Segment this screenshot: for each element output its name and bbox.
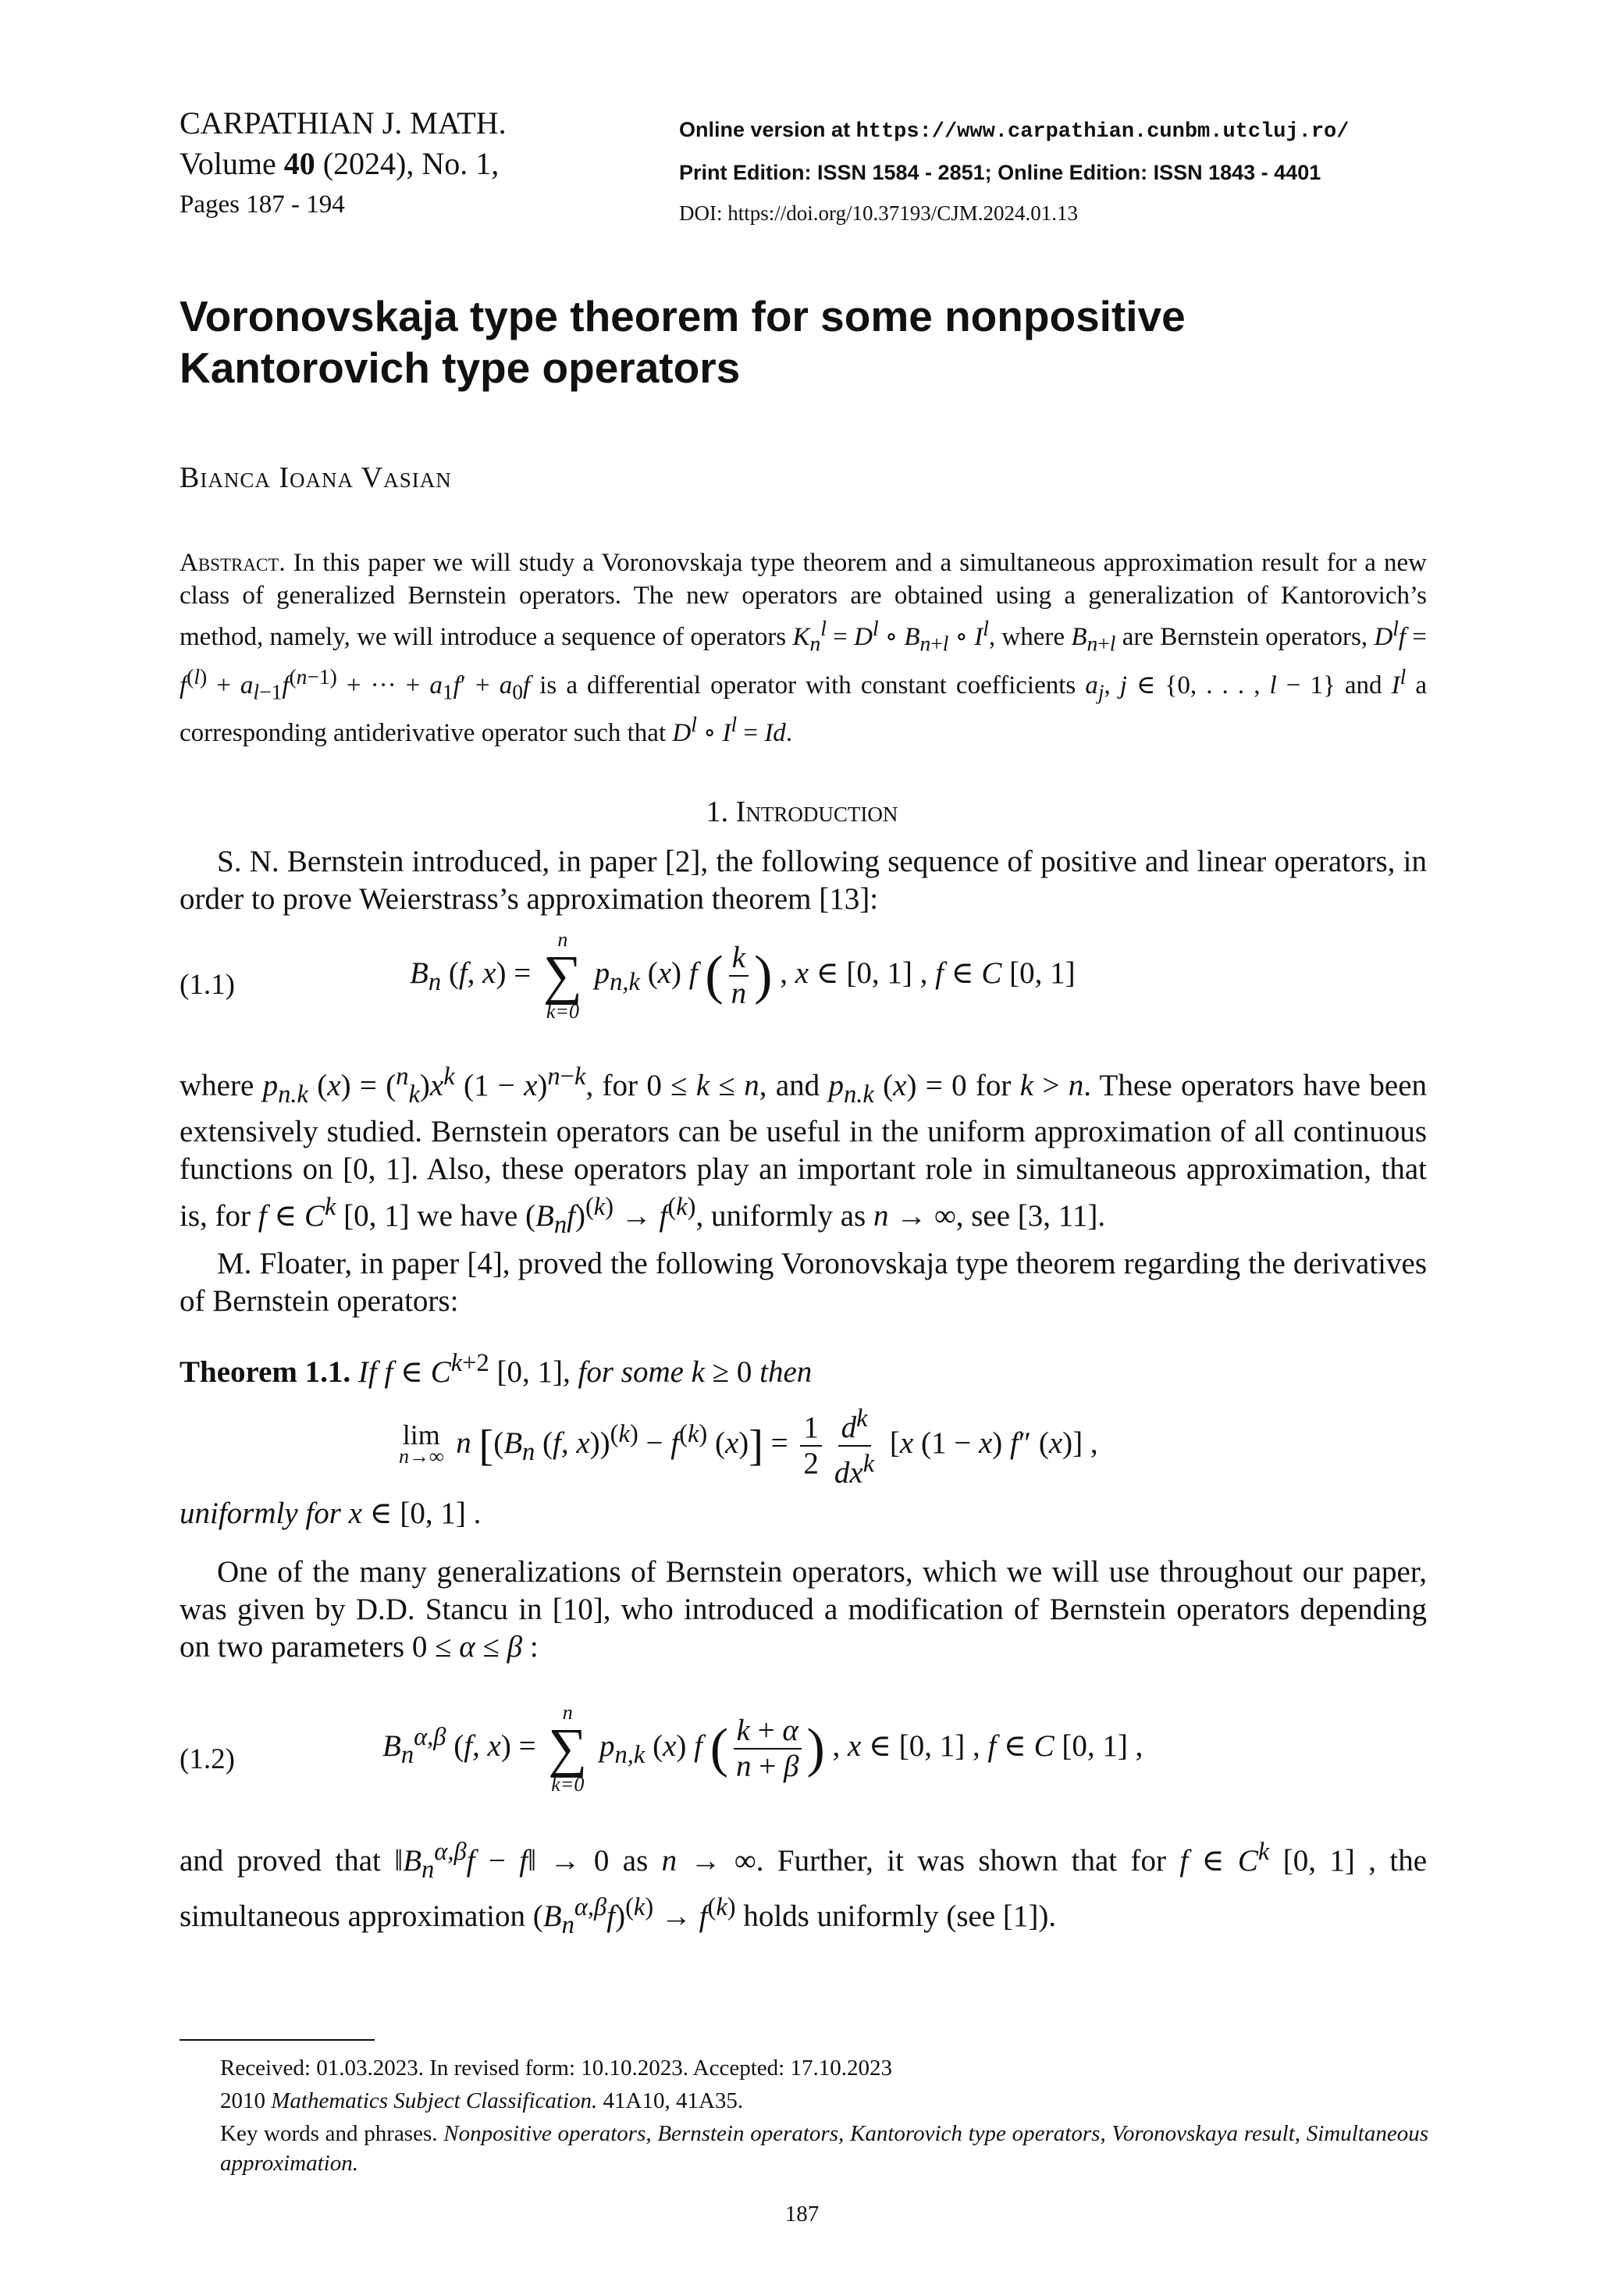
equation-1-1: $B_n$ (f, x) = n ∑ k=0 $p_{n,k}$ (x) f ( $\frac{k}{n}$ ) , x ∈ [0, 1] , f ∈ C [0, 1]	[410, 928, 1076, 1023]
intro-paragraph-3: M. Floater, in paper [4], proved the following Voronovskaja type theorem regarding the derivatives of Bernstein operators:	[180, 1247, 1427, 1318]
issn-line: Print Edition: ISSN 1584 - 2851; Online Edition: ISSN 1843 - 4401	[679, 161, 1321, 184]
volume-number: 40	[283, 146, 315, 181]
msc-classification: 2010 Mathematics Subject Classification. 41A10, 41A35.	[220, 2088, 744, 2113]
theorem-equation: lim n→∞ n [($B_n$ (f, $x))^{(k)} - f^{(k)}$ (x)] = $\frac{1}{2}$ $\frac{d^k}{dx^k}$ [x (1 − x) f″ (x)] ,	[394, 1401, 1098, 1490]
section-heading-introduction: 1. Introduction	[706, 796, 898, 828]
theorem-1-1: Theorem 1.1. If f ∈ $C^{k+2}$ [0, 1], for some k ≥ 0 then	[180, 1349, 813, 1389]
theorem-conclusion: uniformly for x ∈ [0, 1] .	[180, 1497, 482, 1530]
abstract-label: Abstract.	[180, 549, 286, 577]
journal-header	[180, 103, 507, 225]
footnote-separator	[180, 2039, 375, 2041]
volume-line: Volume 40 (2024), No. 1,	[180, 146, 500, 181]
page-range: Pages 187 - 194	[180, 190, 345, 219]
paper-title: Voronovskaja type theorem for some nonpositive Kantorovich type operators	[180, 292, 1186, 392]
abstract: Abstract. In this paper we will study a Voronovskaja type theorem and a simultaneous approximation result for a new class of generalized Bernstein operators. The new operators are obtained using a generalization of Kantorovich’s method, namely, we will introduce a sequence of operators $K_n^l = D^l$ ∘ $B_{n+l}$ ∘ $I^l$, where $B_{n+l}$ are Bernstein operators, $D^lf = f^{(l)} + a_{l-1}f^{(n-1)}$ + ··· + $a_1f' + a_0f$ is a differential operator with constant coefficients $a_j$, j ∈ {0, . . . , l − 1} and $I^l$ a corresponding antiderivative operator such that $D^l$ ∘ $I^l = Id$.	[180, 549, 1428, 748]
intro-paragraph-4: One of the many generalizations of Bernstein operators, which we will use throughout our paper, was given by D.D. Stancu in [10], who introduced a modification of Bernstein operators depending on two parameters 0 ≤ α ≤ β :	[180, 1555, 1427, 1664]
page-number: 187	[784, 2202, 820, 2227]
intro-paragraph-1: S. N. Bernstein introduced, in paper [2], the following sequence of positive and linear operators, in order to prove Weierstrass’s approximation theorem [13]:	[180, 845, 1427, 916]
online-url[interactable]: https://www.carpathian.cunbm.utcluj.ro/	[855, 120, 1350, 144]
keywords: Key words and phrases. Nonpositive operators, Bernstein operators, Kantorovich type operators, Voronovskaya result, Simultaneous approximation.	[220, 2121, 1429, 2176]
author-name: Bianca Ioana Vasian	[180, 461, 452, 494]
doi-line[interactable]: DOI: https://doi.org/10.37193/CJM.2024.01.13	[679, 201, 1079, 225]
edition-info	[679, 109, 1349, 233]
theorem-label: Theorem 1.1.	[180, 1355, 351, 1389]
journal-name: CARPATHIAN J. MATH.	[180, 105, 507, 141]
equation-1-2: $B_n^{\alpha,\beta}$ (f, x) = n ∑ k=0 $p_{n,k}$ (x) f ( $\frac{k + \alpha}{n + \beta}$ ) , x ∈ [0, 1] , f ∈ C [0, 1] ,	[382, 1701, 1143, 1796]
equation-number-1-2: (1.2)	[180, 1743, 235, 1775]
intro-paragraph-5: and proved that $‖B_n^{\alpha,\beta}f$ − f‖ → 0 as n → ∞. Further, it was shown that for f ∈ $C^k$ [0, 1] , the simultaneous approximation $(B_n^{\alpha,\beta}f)^{(k)} \to f^{(k)}$ holds uniformly (see [1]).	[180, 1838, 1428, 1939]
intro-paragraph-2: where $p_{n.k}$ $(x) = (^n_k)x^k$ $(1 - x)^{n-k}$, for 0 ≤ k ≤ n, and $p_{n.k}$ (x) = 0 for k > n. These operators have been extensively studied. Bernstein operators can be useful in the uniform approximation of all continuous functions on [0, 1]. Also, these operators play an important role in simultaneous approximation, that is, for f ∈ $C^k$ [0, 1] we have $(B_nf)^{(k)} \to f^{(k)}$, uniformly as n → ∞, see [3, 11].	[180, 1063, 1428, 1239]
received-dates: Received: 01.03.2023. In revised form: 10.10.2023. Accepted: 17.10.2023	[220, 2056, 892, 2081]
online-version: Online version at https://www.carpathian.cunbm.utcluj.ro/	[679, 118, 1350, 144]
equation-number-1-1: (1.1)	[180, 969, 235, 1001]
